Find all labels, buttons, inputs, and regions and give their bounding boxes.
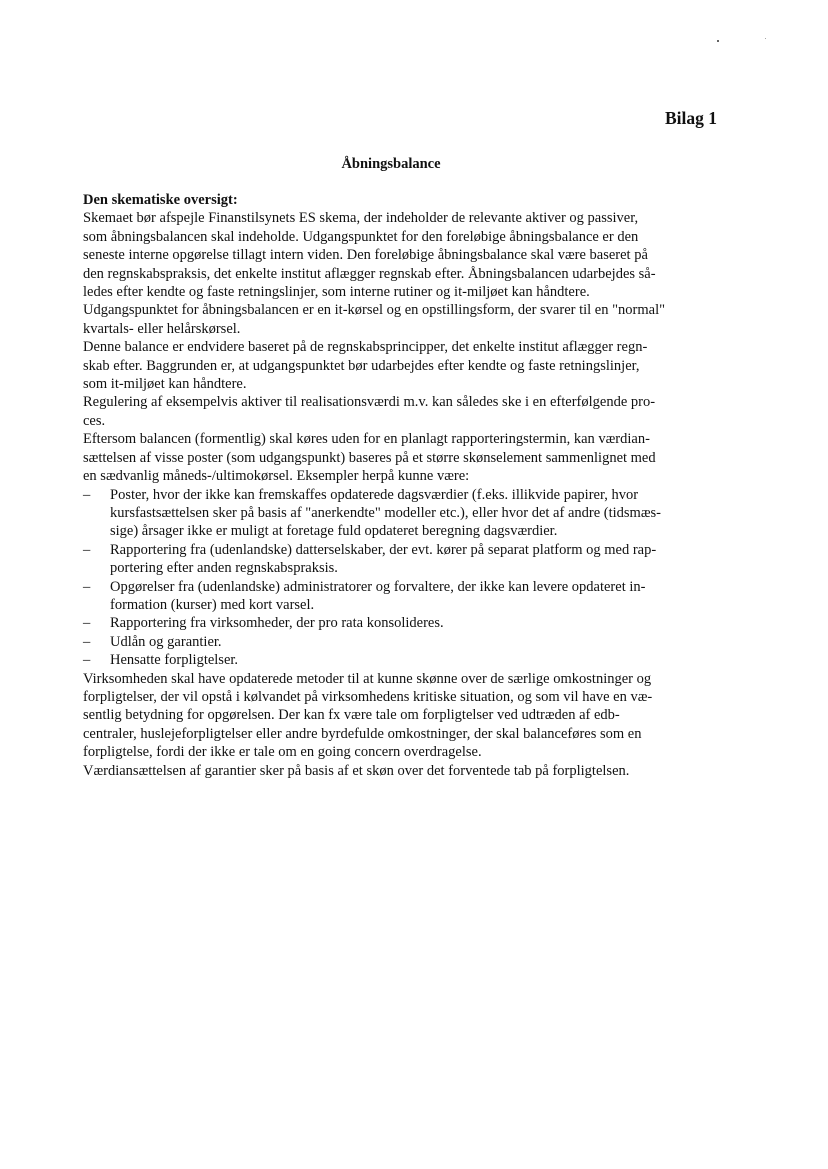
text-line: Denne balance er endvidere baseret på de regnskabsprincipper, det enkelte institut aflægger regn- [83,339,648,356]
text-line: som åbningsbalancen skal indeholde. Udgangspunktet for den foreløbige åbningsbalance er den [83,228,639,245]
text-line: ces. [83,412,106,429]
scan-speck [717,40,719,42]
outro-paragraphs [83,670,723,780]
text-line: ledes efter kendte og faste retningslinjer, som interne rutiner og it-miljøet kan håndtere. [83,284,590,301]
scan-speck [765,38,766,39]
section-heading: Den skematiske oversigt: [83,192,238,208]
text-line: forpligtelse, fordi der ikke er tale om en going concern overdragelse. [83,744,482,761]
text-line: Virksomheden skal have opdaterede metoder til at kunne skønne over de særlige omkostninger og [83,670,652,687]
bullet-marker: – [83,615,91,632]
text-line: Udlån og garantier. [110,633,222,650]
intro-paragraphs [83,209,723,485]
text-line: Hensatte forpligtelser. [110,652,239,669]
bullet-marker: – [83,578,91,595]
text-line: Rapportering fra virksomheder, der pro rata konsolideres. [110,615,444,632]
text-line: Rapportering fra (udenlandske) datterselskaber, der evt. kører på separat platform og med rap- [110,541,657,558]
text-line: portering efter anden regnskabspraksis. [110,560,338,577]
text-line: Udgangspunktet for åbningsbalancen er en it-kørsel og en opstillingsform, der svarer til en "normal" [83,302,666,319]
text-line: sættelsen af visse poster (som udgangspunkt) baseres på et større skønselement sammenlignet med [83,449,656,466]
text-line: Opgørelser fra (udenlandske) administratorer og forvaltere, der ikke kan levere opdateret in- [110,578,646,595]
list-item [83,614,723,632]
text-line: sentlig betydning for opgørelsen. Der kan fx være tale om forpligtelser ved udtræden af edb- [83,707,620,724]
bullet-marker: – [83,541,91,558]
text-line: den regnskabspraksis, det enkelte institut aflægger regnskab efter. Åbningsbalancen udarbejdes så- [83,265,656,282]
document-title: Åbningsbalance [341,156,441,172]
text-line: formation (kurser) med kort varsel. [110,596,315,613]
bullet-marker: – [83,633,91,650]
document-body [83,191,723,780]
text-line: centraler, huslejeforpligtelser eller andre byrdefulde omkostninger, der skal balanceføres som en [83,725,642,742]
list-item [83,578,723,615]
bullet-list [83,486,723,670]
text-line: som it-miljøet kan håndtere. [83,376,247,393]
text-line: skab efter. Baggrunden er, at udgangspunktet bør udarbejdes efter kendte og faste retningslinjer, [83,357,640,374]
list-item [83,486,723,541]
bullet-marker: – [83,652,91,669]
text-line: Regulering af eksempelvis aktiver til realisationsværdi m.v. kan således ske i en efterfølgende pro- [83,394,656,411]
text-line: Værdiansættelsen af garantier sker på basis af et skøn over det forventede tab på forpligtelsen. [83,762,630,779]
text-line: forpligtelser, der vil opstå i kølvandet på virksomhedens kritiske situation, og som vil have en væ- [83,688,653,705]
text-line: seneste interne opgørelse tillagt intern viden. Den foreløbige åbningsbalance skal være baseret på [83,247,648,264]
text-line: Skemaet bør afspejle Finanstilsynets ES skema, der indeholder de relevante aktiver og passiver, [83,210,639,227]
bullet-marker: – [83,486,91,503]
appendix-label: Bilag 1 [664,108,717,128]
list-item [83,633,723,651]
text-line: en sædvanlig måneds-/ultimokørsel. Eksempler herpå kunne være: [83,468,470,485]
list-item [83,541,723,578]
text-line: kvartals- eller helårskørsel. [83,320,241,337]
text-line: Poster, hvor der ikke kan fremskaffes opdaterede dagsværdier (f.eks. illikvide papirer, hvor [110,486,639,503]
text-line: Eftersom balancen (formentlig) skal køres uden for en planlagt rapporteringstermin, kan værdian- [83,431,650,448]
list-item [83,651,723,669]
text-line: kursfastsættelsen sker på basis af "anerkendte" modeller etc.), eller hvor det af andre (tidsmæs- [110,504,661,521]
text-line: sige) årsager ikke er muligt at foretage fuld opdateret beregning dagsværdier. [110,523,558,540]
